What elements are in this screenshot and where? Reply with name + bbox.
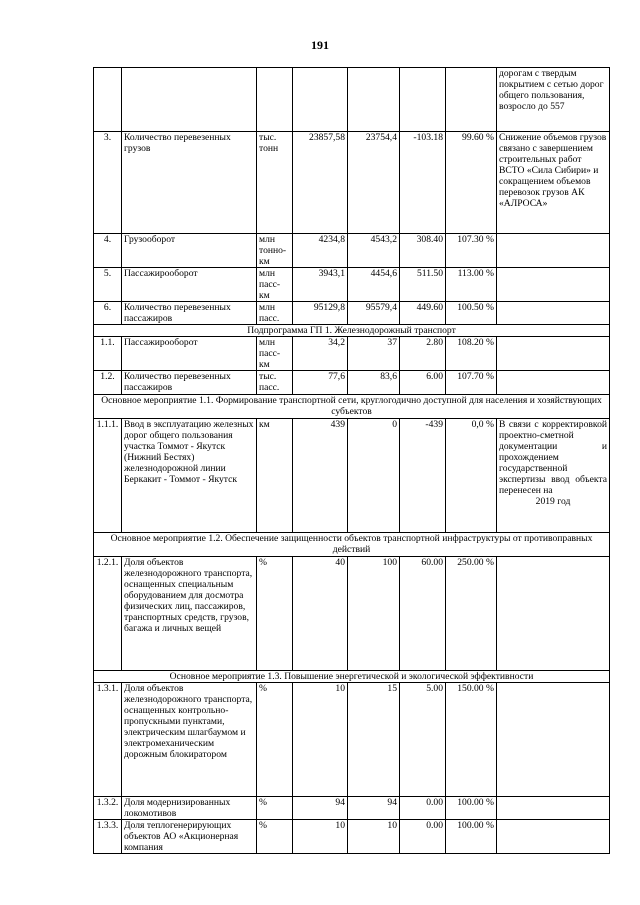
indicator-name: Пассажирооборот [122,268,257,302]
plan-value: 94 [293,797,348,820]
percent-value: 99.60 % [446,132,497,234]
note-text: В связи с корректировкой проектно-сметной документации и прохождением государственной экспертизы ввод объекта перенесен на [499,419,607,496]
unit-cell: % [257,557,293,671]
plan-value: 4234,8 [293,234,348,268]
row-number [94,68,122,132]
indicator-name: Ввод в эксплуатацию железных дорог общего пользования участка Томмот - Якутск (Нижний Бестях) железнодорожной линии Беркакит - Томмот - Якутск [122,419,257,533]
note-cell [497,419,610,533]
table-row [94,337,610,371]
plan-value: 10 [293,820,348,854]
unit-cell: млн пасс-км [257,268,293,302]
fact-value: 94 [348,797,400,820]
row-number: 1.3.1. [94,683,122,797]
percent-value: 100.00 % [446,820,497,854]
table-row [94,132,610,234]
table-row [94,302,610,325]
percent-value: 108.20 % [446,337,497,371]
deviation-value: 6.00 [400,371,446,395]
row-number: 1.1.1. [94,419,122,533]
note-cell [497,268,610,302]
deviation-value: 449.60 [400,302,446,325]
percent-value: 100.00 % [446,797,497,820]
indicator-name: Доля модернизированных локомотивов [122,797,257,820]
indicator-name: Пассажирооборот [122,337,257,371]
indicator-name: Количество перевезенных пассажиров [122,371,257,395]
row-number: 3. [94,132,122,234]
table-row [94,820,610,854]
fact-value: 15 [348,683,400,797]
note-cell [497,557,610,671]
fact-value: 23754,4 [348,132,400,234]
table-row [94,268,610,302]
section-row [94,533,610,557]
plan-value: 34,2 [293,337,348,371]
table-row [94,683,610,797]
deviation-value: 5.00 [400,683,446,797]
unit-cell: млн тонно-км [257,234,293,268]
note-text-end: 2019 год [535,496,571,507]
unit-cell: км [257,419,293,533]
row-number: 4. [94,234,122,268]
note-cell [497,234,610,268]
plan-value: 77,6 [293,371,348,395]
fact-value: 10 [348,820,400,854]
indicator-name: Доля объектов железнодорожного транспорта, оснащенных контрольно-пропускными пунктами, электрическим шлагбаумом и электромеханическим дорожным блокиратором [122,683,257,797]
unit-cell: % [257,797,293,820]
note-cell [497,797,610,820]
percent-value: 100.50 % [446,302,497,325]
unit-cell: % [257,683,293,797]
plan-value: 3943,1 [293,268,348,302]
table-row [94,371,610,395]
indicator-name: Доля теплогенерирующих объектов АО «Акционерная компания [122,820,257,854]
indicator-name: Количество перевезенных грузов [122,132,257,234]
note-cell [497,371,610,395]
row-number: 1.3.3. [94,820,122,854]
deviation-value: 308.40 [400,234,446,268]
fact-value: 4454,6 [348,268,400,302]
deviation-value: 0.00 [400,820,446,854]
page-number: 191 [311,38,329,52]
deviation-value: -103.18 [400,132,446,234]
row-number: 1.2. [94,371,122,395]
fact-value: 100 [348,557,400,671]
section-title: Основное мероприятие 1.3. Повышение энергетической и экологической эффективности [94,671,610,683]
section-title: Подпрограмма ГП 1. Железнодорожный транспорт [94,325,610,337]
fact-value [348,68,400,132]
indicator-name: Грузооборот [122,234,257,268]
fact-value: 4543,2 [348,234,400,268]
deviation-value [400,68,446,132]
percent-value [446,68,497,132]
plan-value [293,68,348,132]
note-cell: Снижение объемов грузов связано с завершением строительных работ ВСТО «Сила Сибири» и сокращением объемов перевозок грузов АК «АЛРОСА» [497,132,610,234]
deviation-value: 511.50 [400,268,446,302]
plan-value: 40 [293,557,348,671]
section-title: Основное мероприятие 1.2. Обеспечение защищенности объектов транспортной инфраструктуры от противоправных действий [94,533,610,557]
row-number: 1.3.2. [94,797,122,820]
indicator-name [122,68,257,132]
unit-cell: тыс. тонн [257,132,293,234]
report-table [93,67,610,854]
note-cell [497,683,610,797]
unit-cell: млн пасс-км [257,337,293,371]
plan-value: 23857,58 [293,132,348,234]
table-row [94,557,610,671]
indicator-name: Количество перевезенных пассажиров [122,302,257,325]
fact-value: 95579,4 [348,302,400,325]
note-cell [497,337,610,371]
deviation-value: 0.00 [400,797,446,820]
percent-value: 107.70 % [446,371,497,395]
deviation-value: -439 [400,419,446,533]
deviation-value: 60.00 [400,557,446,671]
indicator-name: Доля объектов железнодорожного транспорта, оснащенных специальным оборудованием для досмотра физических лиц, пассажиров, транспортных средств, грузов, багажа и личных вещей [122,557,257,671]
fact-value: 37 [348,337,400,371]
percent-value: 113.00 % [446,268,497,302]
deviation-value: 2.80 [400,337,446,371]
percent-value: 107.30 % [446,234,497,268]
table-row [94,68,610,132]
percent-value: 0,0 % [446,419,497,533]
row-number: 1.1. [94,337,122,371]
section-title: Основное мероприятие 1.1. Формирование транспортной сети, круглогодично доступной для населения и хозяйствующих субъектов [94,395,610,419]
table-row [94,419,610,533]
section-row [94,395,610,419]
unit-cell: тыс. пасс. [257,371,293,395]
row-number: 6. [94,302,122,325]
table-row [94,797,610,820]
row-number: 1.2.1. [94,557,122,671]
fact-value: 0 [348,419,400,533]
note-cell: дорогам с твердым покрытием с сетью дорог общего пользования, возросло до 557 [497,68,610,132]
unit-cell: % [257,820,293,854]
note-cell [497,302,610,325]
percent-value: 150.00 % [446,683,497,797]
unit-cell [257,68,293,132]
plan-value: 439 [293,419,348,533]
percent-value: 250.00 % [446,557,497,671]
section-row [94,325,610,337]
table-row [94,234,610,268]
note-cell [497,820,610,854]
section-row [94,671,610,683]
row-number: 5. [94,268,122,302]
plan-value: 10 [293,683,348,797]
unit-cell: млн пасс. [257,302,293,325]
plan-value: 95129,8 [293,302,348,325]
fact-value: 83,6 [348,371,400,395]
